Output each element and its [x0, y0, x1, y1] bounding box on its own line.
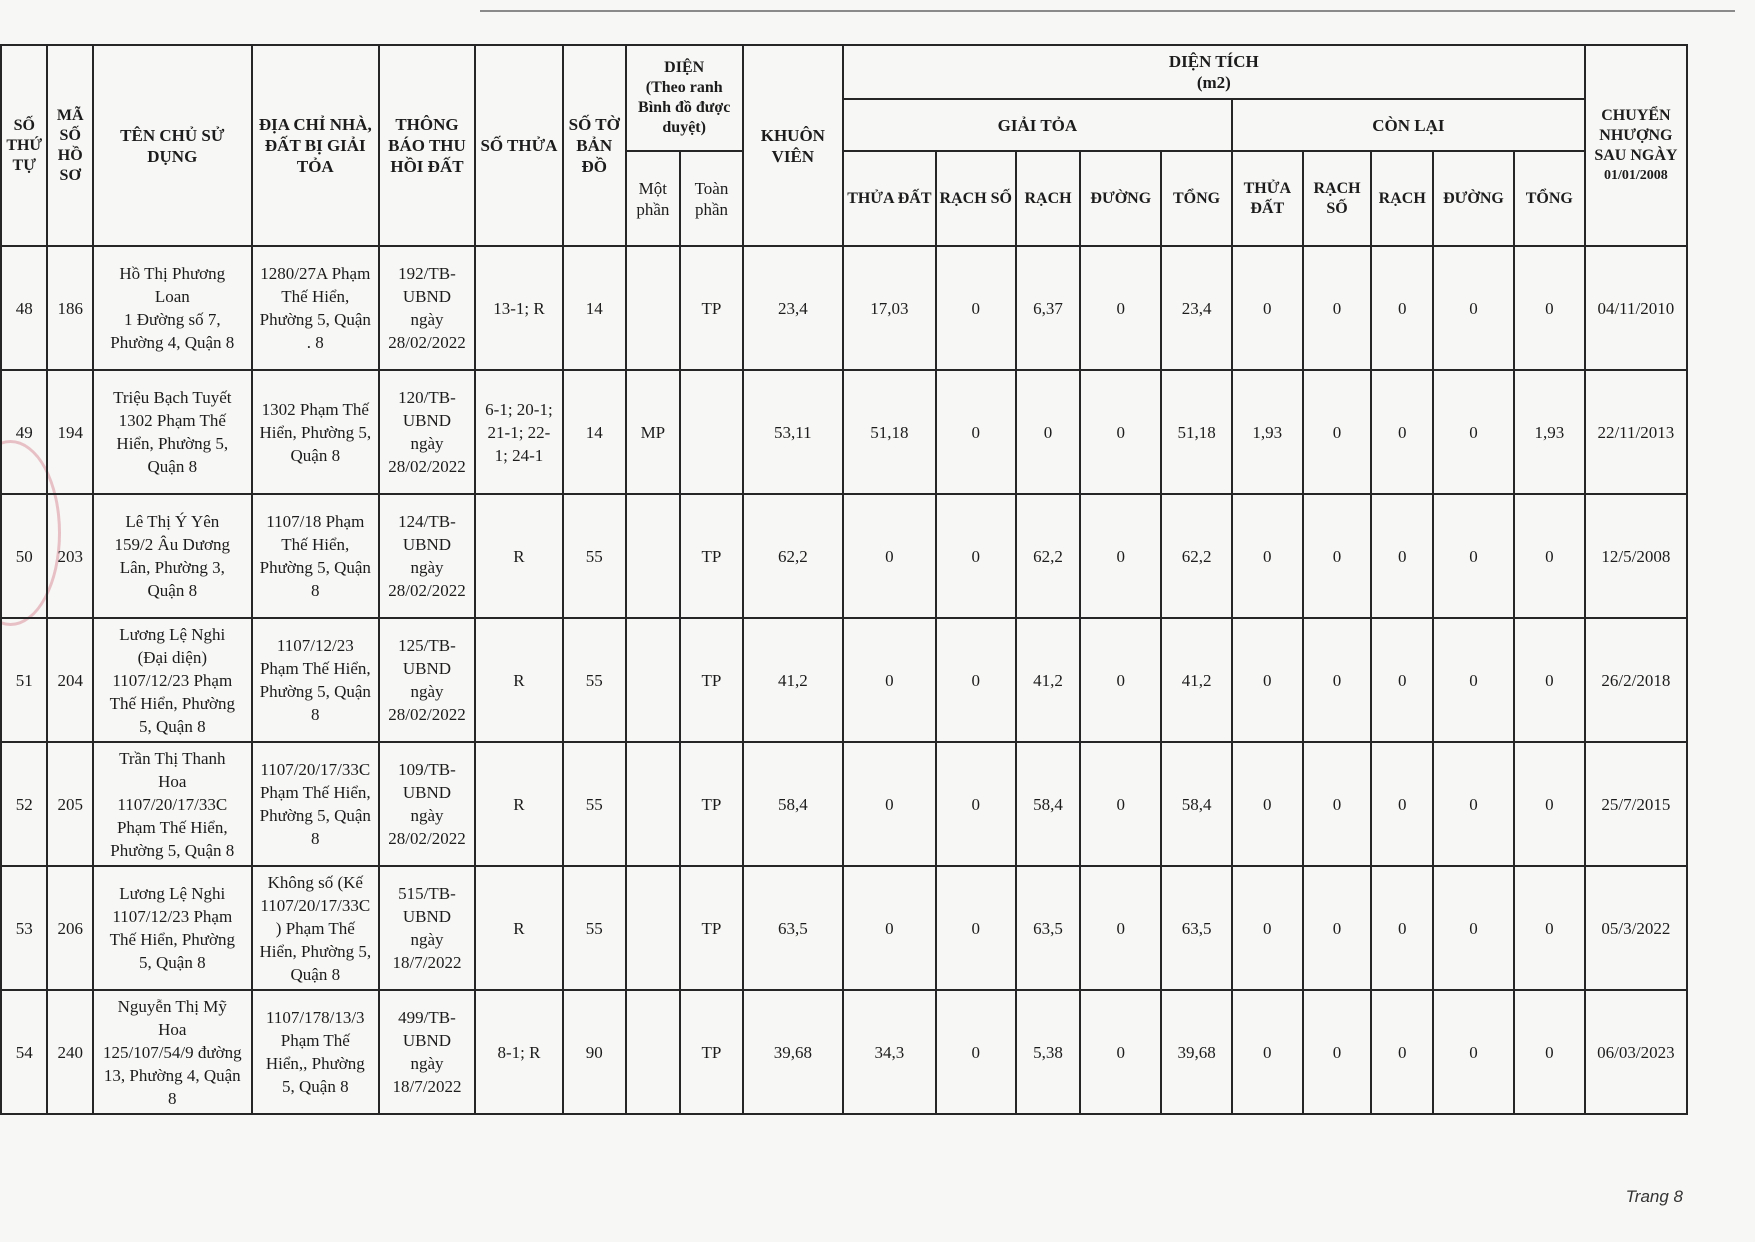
cell-dia-chi-line: Phạm Thế: [280, 1031, 350, 1050]
cell-so-to: 55: [563, 866, 626, 990]
cell-ten-chu: [93, 370, 252, 494]
cell-thong-bao-line: 28/02/2022: [388, 829, 466, 848]
cell-gt-tong: 41,2: [1161, 618, 1232, 742]
cell-thong-bao: [379, 246, 475, 370]
cell-khuon-vien: 63,5: [743, 866, 843, 990]
header-cl-rach: RẠCH: [1371, 151, 1433, 246]
header-dia-chi: ĐỊA CHỈ NHÀ, ĐẤT BỊ GIẢI TỎA: [252, 45, 379, 246]
cell-gt-thua-dat: 0: [843, 618, 936, 742]
cell-thong-bao-line: UBND: [402, 411, 452, 430]
cell-ten-chu-line: Hiển, Phường 5,: [116, 434, 229, 453]
cell-ma-ho-so: 204: [47, 618, 92, 742]
cell-toan-phan: TP: [680, 990, 743, 1114]
table-row: [1, 246, 1687, 370]
cell-gt-rach-so: 0: [936, 742, 1016, 866]
cell-ten-chu-line: Quận 8: [147, 581, 198, 600]
header-gt-rach-so: RẠCH SỐ: [936, 151, 1016, 246]
cell-so-thua-line: 13-1; R: [493, 298, 545, 318]
cell-dia-chi-line: Phường 5, Quận: [259, 310, 371, 329]
cell-dia-chi: [252, 990, 379, 1114]
cell-thong-bao-line: 124/TB-: [398, 512, 456, 531]
cell-dia-chi: [252, 494, 379, 618]
cell-dia-chi-line: 1107/18 Phạm: [266, 512, 365, 531]
cell-ten-chu-line: Thế Hiển, Phường: [109, 930, 235, 949]
cell-cl-rach: 0: [1371, 618, 1433, 742]
header-gt-thua-dat: THỬA ĐẤT: [843, 151, 936, 246]
cell-cl-duong: 0: [1433, 494, 1514, 618]
cell-chuyen-nhuong: 05/3/2022: [1585, 866, 1687, 990]
cell-dia-chi-line: Thế Hiển,: [281, 287, 350, 306]
cell-so-thua: [475, 990, 563, 1114]
cell-dia-chi-line: 8: [311, 581, 320, 600]
cell-dia-chi-line: 5, Quận 8: [282, 1077, 349, 1096]
cell-thong-bao-line: UBND: [402, 659, 452, 678]
header-dien-tich-title: DIỆN TÍCH: [1168, 52, 1259, 71]
cell-toan-phan: TP: [680, 742, 743, 866]
cell-gt-rach-so: 0: [936, 866, 1016, 990]
cell-cl-thua-dat: 0: [1232, 618, 1303, 742]
cell-cl-duong: 0: [1433, 866, 1514, 990]
header-dien-note: (Theo ranh Bình đồ được duyệt): [638, 79, 731, 136]
cell-ma-ho-so: 194: [47, 370, 92, 494]
cell-gt-rach-so: 0: [936, 246, 1016, 370]
cell-thong-bao-line: 18/7/2022: [392, 953, 462, 972]
cell-cl-duong: 0: [1433, 618, 1514, 742]
cell-cl-duong: 0: [1433, 990, 1514, 1114]
header-ma-so-ho-so: MÃ SỐ HỒ SƠ: [47, 45, 92, 246]
cell-gt-duong: 0: [1080, 990, 1161, 1114]
cell-so-thua-line: 8-1; R: [497, 1042, 541, 1062]
cell-thong-bao-line: ngày: [410, 310, 444, 329]
cell-mot-phan: [626, 742, 681, 866]
cell-ten-chu-line: Lương Lệ Nghi: [119, 884, 226, 903]
cell-thong-bao: [379, 742, 475, 866]
cell-thong-bao-line: UBND: [402, 783, 452, 802]
header-khuon-vien: KHUÔN VIÊN: [743, 45, 843, 246]
cell-thong-bao-line: 499/TB-: [398, 1008, 456, 1027]
cell-mot-phan: [626, 866, 681, 990]
cell-ten-chu-line: 1107/20/17/33C: [117, 794, 228, 814]
cell-cl-rach-so: 0: [1303, 742, 1372, 866]
cell-dia-chi-line: 8: [311, 705, 320, 724]
cell-ten-chu-line: 5, Quận 8: [139, 953, 206, 972]
cell-mot-phan: [626, 494, 681, 618]
cell-ma-ho-so: 206: [47, 866, 92, 990]
cell-dia-chi-line: 1107/20/17/33C: [260, 760, 371, 779]
cell-so-thua: [475, 618, 563, 742]
header-giai-toa: GIẢI TỎA: [843, 99, 1232, 151]
header-cl-thua-dat: THỬA ĐẤT: [1232, 151, 1303, 246]
cell-thong-bao: [379, 866, 475, 990]
cell-cl-thua-dat: 0: [1232, 866, 1303, 990]
cell-ten-chu-line: Lân, Phường 3,: [119, 558, 225, 577]
cell-so-thua-line: 1; 24-1: [494, 445, 544, 465]
cell-thong-bao-line: ngày: [410, 806, 444, 825]
cell-gt-thua-dat: 0: [843, 494, 936, 618]
cell-stt: 54: [1, 990, 47, 1114]
cell-mot-phan: [626, 618, 681, 742]
cell-so-thua-line: R: [513, 918, 525, 938]
cell-khuon-vien: 53,11: [743, 370, 843, 494]
cell-thong-bao-line: 192/TB-: [398, 264, 456, 283]
scan-edge-line: [480, 10, 1735, 12]
cell-ten-chu: [93, 990, 252, 1114]
cell-gt-rach: 63,5: [1016, 866, 1081, 990]
cell-ten-chu-line: 1302 Phạm Thế: [118, 411, 226, 430]
cell-gt-tong: 23,4: [1161, 246, 1232, 370]
cell-gt-rach: 58,4: [1016, 742, 1081, 866]
cell-stt: 52: [1, 742, 47, 866]
cell-gt-duong: 0: [1080, 618, 1161, 742]
cell-gt-tong: 62,2: [1161, 494, 1232, 618]
cell-thong-bao-line: 109/TB-: [398, 760, 456, 779]
cell-ten-chu: [93, 618, 252, 742]
cell-dia-chi-line: Hiển, Phường 5,: [259, 422, 372, 442]
cell-dia-chi-line: Hiển, Phường 5,: [259, 941, 372, 961]
cell-ten-chu-line: 1107/12/23 Phạm: [112, 907, 233, 926]
cell-cl-rach: 0: [1371, 866, 1433, 990]
cell-gt-duong: 0: [1080, 494, 1161, 618]
cell-thong-bao-line: 28/02/2022: [388, 333, 466, 352]
cell-gt-rach-so: 0: [936, 618, 1016, 742]
cell-cl-thua-dat: 0: [1232, 246, 1303, 370]
cell-ma-ho-so: 203: [47, 494, 92, 618]
cell-gt-thua-dat: 0: [843, 866, 936, 990]
cell-gt-tong: 39,68: [1161, 990, 1232, 1114]
cell-so-to: 14: [563, 246, 626, 370]
cell-toan-phan: [680, 370, 743, 494]
cell-thong-bao-line: 28/02/2022: [388, 705, 466, 724]
cell-cl-rach: 0: [1371, 742, 1433, 866]
cell-dia-chi-line: Phường 5, Quận: [259, 682, 371, 701]
cell-chuyen-nhuong: 12/5/2008: [1585, 494, 1687, 618]
cell-cl-tong: 0: [1514, 618, 1585, 742]
header-so-to-ban-do: SỐ TỜ BẢN ĐỒ: [563, 45, 626, 246]
cell-dia-chi: [252, 618, 379, 742]
cell-cl-rach: 0: [1371, 370, 1433, 494]
cell-khuon-vien: 41,2: [743, 618, 843, 742]
cell-ma-ho-so: 205: [47, 742, 92, 866]
cell-cl-duong: 0: [1433, 370, 1514, 494]
cell-dia-chi: [252, 246, 379, 370]
cell-gt-tong: 51,18: [1161, 370, 1232, 494]
cell-mot-phan: [626, 246, 681, 370]
cell-ten-chu-line: Trần Thị Thanh: [119, 748, 226, 768]
cell-ten-chu-line: 13, Phường 4, Quận: [103, 1065, 241, 1085]
cell-ten-chu-line: Hồ Thị Phương: [119, 264, 226, 283]
header-con-lai: CÒN LẠI: [1232, 99, 1585, 151]
cell-chuyen-nhuong: 26/2/2018: [1585, 618, 1687, 742]
header-so-thua: SỐ THỬA: [475, 45, 563, 246]
table-row: [1, 370, 1687, 494]
cell-gt-duong: 0: [1080, 742, 1161, 866]
cell-thong-bao-line: UBND: [402, 1031, 452, 1050]
cell-dia-chi-line: ) Phạm Thế: [275, 918, 355, 938]
cell-dia-chi-line: Phường 5, Quận: [259, 558, 371, 577]
cell-gt-rach: 6,37: [1016, 246, 1081, 370]
cell-cl-rach-so: 0: [1303, 618, 1372, 742]
cell-gt-duong: 0: [1080, 246, 1161, 370]
cell-gt-rach: 0: [1016, 370, 1081, 494]
cell-thong-bao-line: 28/02/2022: [388, 581, 466, 600]
cell-cl-rach: 0: [1371, 246, 1433, 370]
cell-ten-chu-line: Quận 8: [147, 457, 198, 476]
cell-gt-thua-dat: 0: [843, 742, 936, 866]
cell-thong-bao: [379, 990, 475, 1114]
cell-thong-bao-line: 28/02/2022: [388, 457, 466, 476]
cell-ten-chu-line: (Đại diện): [137, 647, 207, 667]
cell-ten-chu: [93, 246, 252, 370]
table-row: [1, 742, 1687, 866]
cell-dia-chi-line: 1107/178/13/3: [266, 1008, 365, 1027]
header-dien-tich: [843, 45, 1585, 99]
cell-dia-chi-line: 1302 Phạm Thế: [261, 399, 369, 419]
cell-stt: 48: [1, 246, 47, 370]
header-gt-rach: RẠCH: [1016, 151, 1081, 246]
header-dien: [626, 45, 743, 151]
cell-thong-bao-line: 120/TB-: [398, 388, 456, 407]
header-so-thu-tu: SỐ THỨ TỰ: [1, 45, 47, 246]
cell-thong-bao: [379, 618, 475, 742]
cell-ten-chu-line: Hoa: [158, 1019, 187, 1039]
cell-cl-duong: 0: [1433, 742, 1514, 866]
cell-cl-rach-so: 0: [1303, 370, 1372, 494]
cell-stt: 53: [1, 866, 47, 990]
cell-mot-phan: [626, 990, 681, 1114]
header-cl-rach-so: RẠCH SỐ: [1303, 151, 1372, 246]
header-ten-chu-su-dung: TÊN CHỦ SỬ DỤNG: [93, 45, 252, 246]
cell-ten-chu-line: Phường 4, Quận 8: [110, 333, 235, 352]
cell-cl-tong: 0: [1514, 742, 1585, 866]
cell-ten-chu-line: Thế Hiển, Phường: [109, 693, 235, 713]
cell-cl-tong: 0: [1514, 990, 1585, 1114]
cell-cl-tong: 0: [1514, 866, 1585, 990]
cell-so-thua-line: 21-1; 22-: [487, 422, 551, 442]
cell-ten-chu-line: Nguyễn Thị Mỹ: [117, 996, 227, 1016]
cell-dia-chi-line: Quận 8: [290, 445, 341, 465]
cell-so-thua: [475, 866, 563, 990]
cell-dia-chi-line: Phạm Thế Hiển,: [259, 659, 371, 678]
cell-so-thua: [475, 494, 563, 618]
cell-cl-rach-so: 0: [1303, 866, 1372, 990]
header-chuyen-nhuong-title: CHUYỂN NHƯỢNG SAU NGÀY: [1594, 106, 1678, 164]
cell-toan-phan: TP: [680, 866, 743, 990]
cell-ten-chu-line: 125/107/54/9 đường: [102, 1042, 242, 1062]
cell-so-to: 90: [563, 990, 626, 1114]
cell-so-thua-line: R: [513, 670, 525, 690]
header-mot-phan: Một phần: [626, 151, 681, 246]
cell-dia-chi-line: Hiển,, Phường: [265, 1054, 365, 1073]
cell-thong-bao-line: ngày: [410, 558, 444, 577]
cell-cl-thua-dat: 0: [1232, 742, 1303, 866]
cell-so-thua-line: 6-1; 20-1;: [485, 399, 553, 419]
cell-so-thua-line: R: [513, 546, 525, 566]
cell-cl-thua-dat: 1,93: [1232, 370, 1303, 494]
cell-ten-chu-line: 8: [168, 1088, 177, 1108]
cell-thong-bao-line: UBND: [402, 287, 452, 306]
cell-so-thua: [475, 370, 563, 494]
cell-cl-tong: 0: [1514, 494, 1585, 618]
cell-cl-rach: 0: [1371, 494, 1433, 618]
cell-thong-bao-line: ngày: [410, 682, 444, 701]
cell-khuon-vien: 62,2: [743, 494, 843, 618]
header-toan-phan: Toàn phần: [680, 151, 743, 246]
table-body: [1, 246, 1687, 1114]
cell-ten-chu-line: Loan: [154, 287, 190, 306]
cell-cl-rach-so: 0: [1303, 494, 1372, 618]
cell-chuyen-nhuong: 22/11/2013: [1585, 370, 1687, 494]
cell-so-to: 55: [563, 618, 626, 742]
cell-dia-chi-line: 1280/27A Phạm: [260, 264, 371, 283]
cell-dia-chi-line: Thế Hiển,: [281, 535, 350, 554]
cell-thong-bao-line: 125/TB-: [398, 636, 456, 655]
cell-ten-chu-line: 1107/12/23 Phạm: [112, 670, 233, 690]
cell-ten-chu-line: Lương Lệ Nghi: [119, 624, 226, 644]
cell-gt-tong: 58,4: [1161, 742, 1232, 866]
cell-ten-chu: [93, 866, 252, 990]
cell-toan-phan: TP: [680, 246, 743, 370]
cell-ten-chu-line: Triệu Bạch Tuyết: [113, 388, 232, 407]
cell-dia-chi-line: 1107/20/17/33C: [260, 895, 371, 915]
cell-ma-ho-so: 186: [47, 246, 92, 370]
cell-cl-thua-dat: 0: [1232, 990, 1303, 1114]
cell-so-thua: [475, 742, 563, 866]
cell-thong-bao-line: 515/TB-: [398, 884, 456, 903]
cell-dia-chi-line: Phường 5, Quận: [259, 806, 371, 825]
cell-dia-chi-line: Phạm Thế Hiển,: [259, 783, 371, 802]
cell-stt: 49: [1, 370, 47, 494]
cell-mot-phan: MP: [626, 370, 681, 494]
header-chuyen-nhuong: [1585, 45, 1687, 246]
cell-so-to: 14: [563, 370, 626, 494]
header-chuyen-nhuong-date: 01/01/2008: [1603, 167, 1668, 183]
cell-stt: 51: [1, 618, 47, 742]
cell-toan-phan: TP: [680, 618, 743, 742]
cell-gt-rach: 41,2: [1016, 618, 1081, 742]
cell-khuon-vien: 39,68: [743, 990, 843, 1114]
cell-gt-thua-dat: 51,18: [843, 370, 936, 494]
table-row: [1, 494, 1687, 618]
cell-stt: 50: [1, 494, 47, 618]
cell-so-to: 55: [563, 494, 626, 618]
cell-dia-chi-line: 8: [311, 829, 320, 848]
cell-thong-bao: [379, 370, 475, 494]
cell-ten-chu: [93, 742, 252, 866]
cell-ten-chu-line: Phường 5, Quận 8: [110, 840, 235, 860]
cell-cl-rach-so: 0: [1303, 246, 1372, 370]
cell-chuyen-nhuong: 25/7/2015: [1585, 742, 1687, 866]
cell-ma-ho-so: 240: [47, 990, 92, 1114]
cell-cl-tong: 0: [1514, 246, 1585, 370]
cell-cl-thua-dat: 0: [1232, 494, 1303, 618]
cell-dia-chi-line: . 8: [306, 333, 324, 352]
cell-dia-chi-line: Quận 8: [290, 964, 341, 984]
page-number: Trang 8: [1625, 1187, 1683, 1206]
cell-so-to: 55: [563, 742, 626, 866]
table-row: [1, 866, 1687, 990]
cell-dia-chi-line: 1107/12/23: [276, 636, 354, 655]
header-dien-title: DIỆN: [664, 59, 705, 76]
cell-thong-bao-line: UBND: [402, 535, 452, 554]
cell-dia-chi: [252, 866, 379, 990]
cell-dia-chi: [252, 742, 379, 866]
cell-so-thua-line: R: [513, 794, 525, 814]
cell-ten-chu-line: Hoa: [158, 771, 187, 791]
cell-gt-tong: 63,5: [1161, 866, 1232, 990]
cell-ten-chu: [93, 494, 252, 618]
header-dien-tich-unit: (m2): [1196, 73, 1231, 92]
cell-khuon-vien: 58,4: [743, 742, 843, 866]
cell-thong-bao: [379, 494, 475, 618]
cell-ten-chu-line: Lê Thị Ý Yên: [125, 512, 220, 531]
cell-thong-bao-line: ngày: [410, 434, 444, 453]
cell-gt-rach: 62,2: [1016, 494, 1081, 618]
cell-cl-rach: 0: [1371, 990, 1433, 1114]
cell-cl-duong: 0: [1433, 246, 1514, 370]
cell-gt-duong: 0: [1080, 866, 1161, 990]
cell-dia-chi: [252, 370, 379, 494]
cell-so-thua: [475, 246, 563, 370]
cell-gt-thua-dat: 17,03: [843, 246, 936, 370]
cell-dia-chi-line: Không số (Kế: [267, 872, 363, 892]
cell-ten-chu-line: Phạm Thế Hiển,: [116, 817, 228, 837]
cell-gt-rach: 5,38: [1016, 990, 1081, 1114]
header-cl-duong: ĐƯỜNG: [1433, 151, 1514, 246]
table-row: [1, 618, 1687, 742]
cell-cl-rach-so: 0: [1303, 990, 1372, 1114]
header-gt-duong: ĐƯỜNG: [1080, 151, 1161, 246]
cell-ten-chu-line: 5, Quận 8: [139, 716, 206, 736]
cell-gt-duong: 0: [1080, 370, 1161, 494]
cell-thong-bao-line: ngày: [410, 930, 444, 949]
cell-thong-bao-line: 18/7/2022: [392, 1077, 462, 1096]
cell-ten-chu-line: 159/2 Âu Dương: [114, 535, 231, 554]
cell-gt-rach-so: 0: [936, 370, 1016, 494]
cell-gt-rach-so: 0: [936, 494, 1016, 618]
header-gt-tong: TỔNG: [1161, 151, 1232, 246]
cell-chuyen-nhuong: 06/03/2023: [1585, 990, 1687, 1114]
cell-cl-tong: 1,93: [1514, 370, 1585, 494]
cell-toan-phan: TP: [680, 494, 743, 618]
header-thong-bao: THÔNG BÁO THU HỒI ĐẤT: [379, 45, 475, 246]
cell-khuon-vien: 23,4: [743, 246, 843, 370]
cell-gt-rach-so: 0: [936, 990, 1016, 1114]
cell-chuyen-nhuong: 04/11/2010: [1585, 246, 1687, 370]
header-cl-tong: TỔNG: [1514, 151, 1585, 246]
land-clearance-table: [0, 44, 1688, 1115]
cell-thong-bao-line: ngày: [410, 1054, 444, 1073]
cell-ten-chu-line: 1 Đường số 7,: [123, 310, 221, 329]
table-row: [1, 990, 1687, 1114]
cell-gt-thua-dat: 34,3: [843, 990, 936, 1114]
cell-thong-bao-line: UBND: [402, 907, 452, 926]
